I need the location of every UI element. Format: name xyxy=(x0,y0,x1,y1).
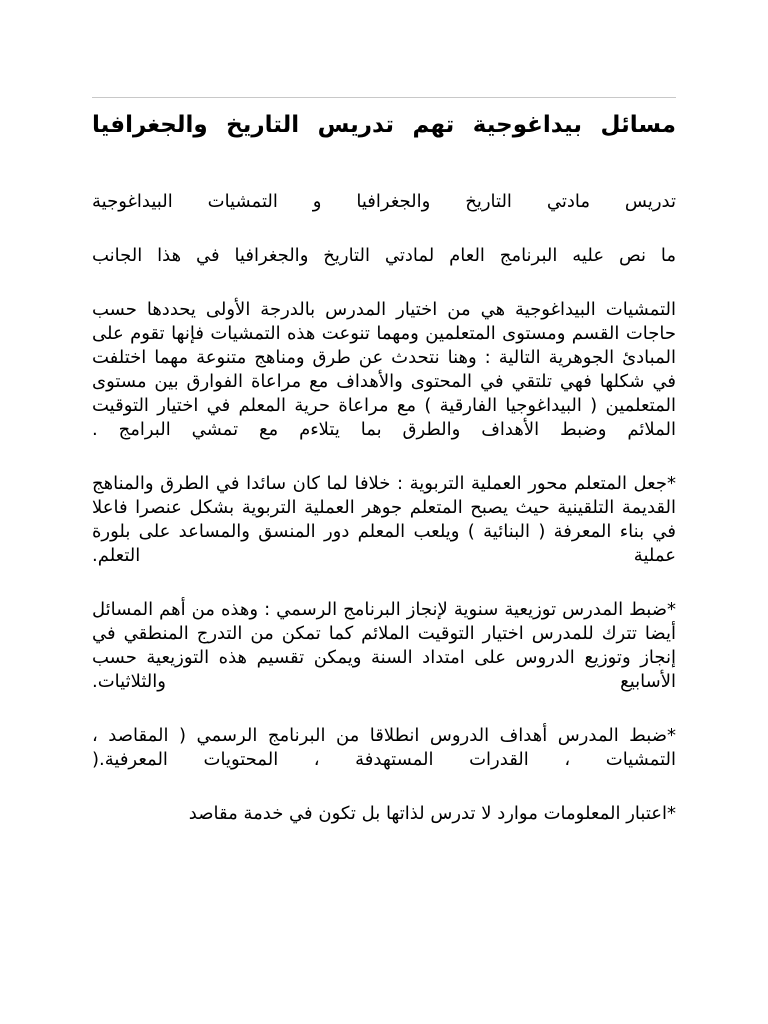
paragraph-subject: تدريس مادتي التاريخ والجغرافيا و التمشيات البيداغوجية xyxy=(92,191,676,212)
header-divider xyxy=(92,97,676,98)
paragraph-learner-centered: *جعل المتعلم محور العملية التربوية : خلافا لما كان سائدا في الطرق والمناهج القديمة التلقينية حيث يصبح المتعلم جوهر العملية التربوية بشكل عنصرا فاعلا في بناء المعرفة ( البنائية ) ويلعب المعلم دور المنسق والمساعد على بلورة عملية التعلم. xyxy=(92,473,676,566)
document-title: مسائل بيداغوجية تهم تدريس التاريخ والجغرافيا xyxy=(92,112,676,138)
paragraph-lesson-objectives: *ضبط المدرس أهداف الدروس انطلاقا من البرنامج الرسمي ( المقاصد ، التمشيات ، القدرات المستهدفة ، المحتويات المعرفية.( xyxy=(92,725,676,770)
document-body xyxy=(92,190,676,856)
paragraph-annual-distribution: *ضبط المدرس توزيعية سنوية لإنجاز البرنامج الرسمي : وهذه من أهم المسائل أيضا تترك للمدرس اختيار التوقيت الملائم كما تمكن من التدرج المنطقي في إنجاز وتوزيع الدروس على امتداد السنة ويمكن تقسيم هذه التوزيعية حسب الأسابيع والثلاثيات. xyxy=(92,599,676,692)
paragraph-pedagogical-approaches: التمشيات البيداغوجية هي من اختيار المدرس بالدرجة الأولى يحددها حسب حاجات القسم ومستوى المتعلمين ومهما تنوعت هذه التمشيات فإنها تقوم على المبادئ الجوهرية التالية : وهنا نتحدث عن طرق ومناهج متنوعة مهما اختلفت في شكلها فهي تلتقي في المحتوى والأهداف مع مراعاة الفوارق بين مستوى المتعلمين ( البيداغوجيا الفارقية ) مع مراعاة حرية المعلم في اختيار التوقيت الملائم وضبط الأهداف والطرق بما يتلاءم مع تمشي البرامج . xyxy=(92,299,676,440)
paragraph-information-resources: *اعتبار المعلومات موارد لا تدرس لذاتها بل تكون في خدمة مقاصد xyxy=(188,803,676,824)
paragraph-program-note: ما نص عليه البرنامج العام لمادتي التاريخ والجغرافيا في هذا الجانب xyxy=(92,245,676,266)
